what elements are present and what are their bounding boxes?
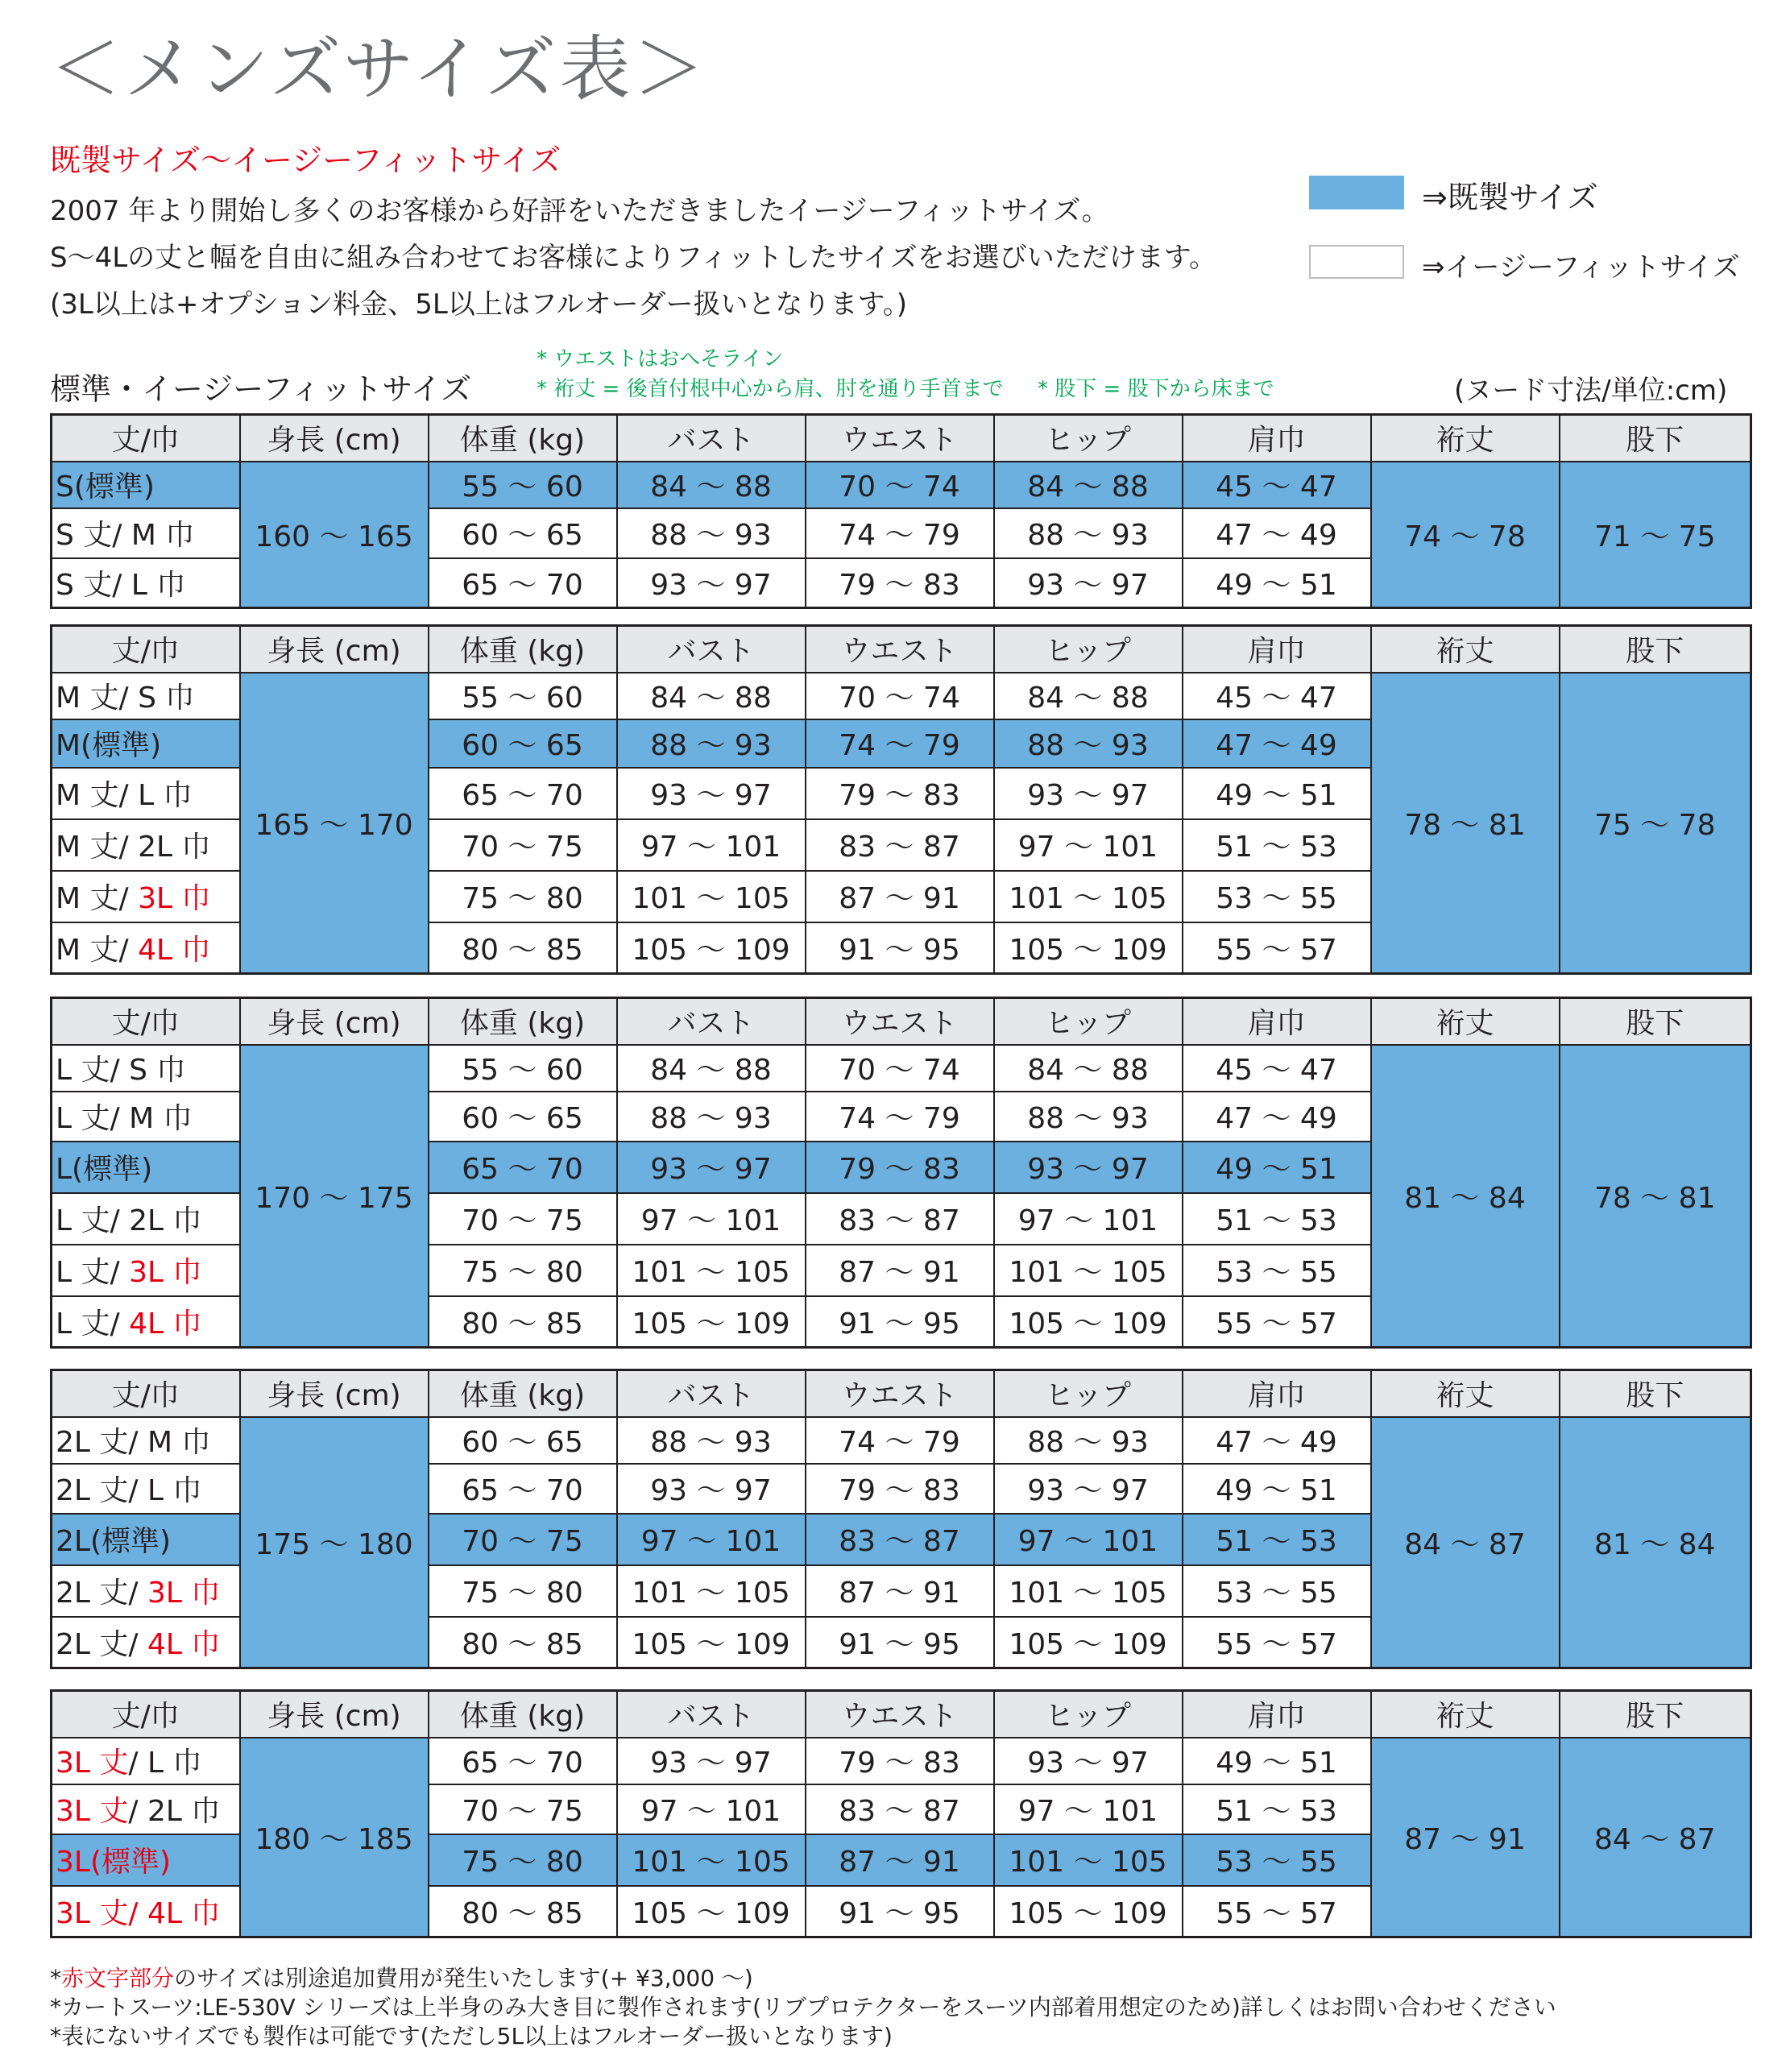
- size-label: L 丈/ 4L 巾: [52, 1296, 240, 1348]
- waist-range: 70 〜 74: [806, 462, 994, 508]
- column-header: 肩巾: [1183, 1691, 1371, 1738]
- weight-range: 75 〜 80: [429, 1245, 617, 1296]
- hip-range: 101 〜 105: [994, 1565, 1183, 1617]
- page-title: ＜メンズサイズ表＞: [50, 27, 708, 110]
- shoulder-range: 51 〜 53: [1183, 1514, 1371, 1565]
- column-header: 肩巾: [1183, 998, 1371, 1045]
- hip-range: 93 〜 97: [994, 1464, 1183, 1514]
- shoulder-range: 53 〜 55: [1183, 1565, 1371, 1617]
- table-header-row: [52, 1691, 1751, 1738]
- weight-range: 80 〜 85: [429, 1617, 617, 1668]
- column-header: バスト: [617, 998, 806, 1045]
- waist-range: 87 〜 91: [806, 1245, 994, 1296]
- column-header: 股下: [1560, 998, 1751, 1045]
- hip-range: 97 〜 101: [994, 1784, 1183, 1834]
- table-row: [52, 462, 1751, 508]
- size-label: S 丈/ M 巾: [52, 508, 240, 558]
- shoulder-range: 53 〜 55: [1183, 1834, 1371, 1886]
- sleeve-range: 74 〜 78: [1371, 462, 1560, 608]
- shoulder-range: 53 〜 55: [1183, 871, 1371, 922]
- column-header: 裄丈: [1371, 1691, 1560, 1738]
- hip-range: 105 〜 109: [994, 922, 1183, 974]
- weight-range: 55 〜 60: [429, 673, 617, 719]
- hip-range: 93 〜 97: [994, 1142, 1183, 1193]
- size-label: L(標準): [52, 1142, 240, 1193]
- bust-range: 101 〜 105: [617, 871, 806, 922]
- weight-range: 75 〜 80: [429, 871, 617, 922]
- column-header: 丈/巾: [52, 415, 240, 462]
- waist-range: 83 〜 87: [806, 1784, 994, 1834]
- weight-range: 70 〜 75: [429, 1193, 617, 1245]
- bust-range: 105 〜 109: [617, 1886, 806, 1937]
- shoulder-range: 47 〜 49: [1183, 1092, 1371, 1142]
- bust-range: 88 〜 93: [617, 508, 806, 558]
- column-header: 股下: [1560, 626, 1751, 673]
- weight-range: 55 〜 60: [429, 462, 617, 508]
- shoulder-range: 55 〜 57: [1183, 1617, 1371, 1668]
- hip-range: 88 〜 93: [994, 1417, 1183, 1464]
- hip-range: 97 〜 101: [994, 1193, 1183, 1245]
- size-table: [50, 413, 1752, 609]
- shoulder-range: 47 〜 49: [1183, 508, 1371, 558]
- column-header: バスト: [617, 626, 806, 673]
- column-header: ウエスト: [806, 415, 994, 462]
- weight-range: 65 〜 70: [429, 768, 617, 819]
- column-header: ヒップ: [994, 415, 1183, 462]
- column-header: 体重 (kg): [429, 1691, 617, 1738]
- size-label: L 丈/ 3L 巾: [52, 1245, 240, 1296]
- column-header: 身長 (cm): [240, 1691, 429, 1738]
- size-label: S(標準): [52, 462, 240, 508]
- hip-range: 84 〜 88: [994, 1045, 1183, 1092]
- shoulder-range: 55 〜 57: [1183, 1886, 1371, 1937]
- waist-range: 91 〜 95: [806, 922, 994, 974]
- height-range: 160 〜 165: [240, 462, 429, 608]
- sleeve-range: 84 〜 87: [1371, 1417, 1560, 1668]
- bust-range: 97 〜 101: [617, 819, 806, 871]
- column-header: 股下: [1560, 415, 1751, 462]
- waist-range: 74 〜 79: [806, 719, 994, 768]
- size-label: M 丈/ 3L 巾: [52, 871, 240, 922]
- note-waist: * ウエストはおへそライン: [537, 347, 784, 371]
- waist-range: 83 〜 87: [806, 1514, 994, 1565]
- size-label: 2L(標準): [52, 1514, 240, 1565]
- table-header-row: [52, 1370, 1751, 1417]
- size-label: M(標準): [52, 719, 240, 768]
- column-header: 体重 (kg): [429, 1370, 617, 1417]
- shoulder-range: 53 〜 55: [1183, 1245, 1371, 1296]
- column-header: ウエスト: [806, 998, 994, 1045]
- waist-range: 70 〜 74: [806, 1045, 994, 1092]
- weight-range: 65 〜 70: [429, 558, 617, 608]
- waist-range: 83 〜 87: [806, 819, 994, 871]
- column-header: バスト: [617, 1691, 806, 1738]
- inseam-range: 84 〜 87: [1560, 1738, 1751, 1937]
- bust-range: 93 〜 97: [617, 558, 806, 608]
- bust-range: 97 〜 101: [617, 1784, 806, 1834]
- weight-range: 65 〜 70: [429, 1464, 617, 1514]
- height-range: 165 〜 170: [240, 673, 429, 974]
- column-header: 裄丈: [1371, 998, 1560, 1045]
- hip-range: 84 〜 88: [994, 462, 1183, 508]
- size-table: [50, 1369, 1752, 1669]
- size-label: 2L 丈/ 4L 巾: [52, 1617, 240, 1668]
- column-header: 丈/巾: [52, 626, 240, 673]
- waist-range: 91 〜 95: [806, 1617, 994, 1668]
- waist-range: 87 〜 91: [806, 1834, 994, 1886]
- bust-range: 97 〜 101: [617, 1193, 806, 1245]
- waist-range: 79 〜 83: [806, 1464, 994, 1514]
- size-label: S 丈/ L 巾: [52, 558, 240, 608]
- bust-range: 105 〜 109: [617, 922, 806, 974]
- size-label: M 丈/ 2L 巾: [52, 819, 240, 871]
- shoulder-range: 49 〜 51: [1183, 558, 1371, 608]
- weight-range: 70 〜 75: [429, 819, 617, 871]
- bust-range: 101 〜 105: [617, 1565, 806, 1617]
- size-label: M 丈/ L 巾: [52, 768, 240, 819]
- waist-range: 79 〜 83: [806, 1738, 994, 1784]
- hip-range: 101 〜 105: [994, 1834, 1183, 1886]
- table-header-row: [52, 415, 1751, 462]
- waist-range: 70 〜 74: [806, 673, 994, 719]
- weight-range: 65 〜 70: [429, 1738, 617, 1784]
- inseam-range: 75 〜 78: [1560, 673, 1751, 974]
- table-row: [52, 1045, 1751, 1092]
- hip-range: 97 〜 101: [994, 819, 1183, 871]
- waist-range: 79 〜 83: [806, 558, 994, 608]
- column-header: ヒップ: [994, 1370, 1183, 1417]
- table-row: [52, 673, 1751, 719]
- weight-range: 80 〜 85: [429, 1886, 617, 1937]
- footnote-3: *表にないサイズでも製作は可能です(ただし5L以上はフルオーダー扱いとなります): [50, 2023, 893, 2049]
- bust-range: 88 〜 93: [617, 719, 806, 768]
- size-label: L 丈/ 2L 巾: [52, 1193, 240, 1245]
- hip-range: 93 〜 97: [994, 1738, 1183, 1784]
- column-header: 股下: [1560, 1691, 1751, 1738]
- column-header: ウエスト: [806, 1691, 994, 1738]
- shoulder-range: 51 〜 53: [1183, 819, 1371, 871]
- column-header: ウエスト: [806, 626, 994, 673]
- bust-range: 93 〜 97: [617, 768, 806, 819]
- hip-range: 101 〜 105: [994, 1245, 1183, 1296]
- column-header: 身長 (cm): [240, 626, 429, 673]
- shoulder-range: 47 〜 49: [1183, 719, 1371, 768]
- size-table: [50, 624, 1752, 975]
- shoulder-range: 49 〜 51: [1183, 1738, 1371, 1784]
- intro-heading: 既製サイズ〜イージーフィットサイズ: [50, 143, 561, 178]
- weight-range: 60 〜 65: [429, 719, 617, 768]
- hip-range: 88 〜 93: [994, 1092, 1183, 1142]
- size-label: M 丈/ S 巾: [52, 673, 240, 719]
- note-sleeve: * 裄丈 = 後首付根中心から肩、肘を通り手首まで: [537, 377, 1004, 401]
- column-header: バスト: [617, 415, 806, 462]
- bust-range: 84 〜 88: [617, 1045, 806, 1092]
- bust-range: 93 〜 97: [617, 1464, 806, 1514]
- size-label: 3L 丈/ L 巾: [52, 1738, 240, 1784]
- waist-range: 79 〜 83: [806, 768, 994, 819]
- height-range: 175 〜 180: [240, 1417, 429, 1668]
- shoulder-range: 45 〜 47: [1183, 673, 1371, 719]
- shoulder-range: 51 〜 53: [1183, 1784, 1371, 1834]
- note-inseam: * 股下 = 股下から床まで: [1038, 377, 1274, 401]
- column-header: 身長 (cm): [240, 1370, 429, 1417]
- hip-range: 88 〜 93: [994, 508, 1183, 558]
- column-header: 丈/巾: [52, 1691, 240, 1738]
- column-header: ヒップ: [994, 1691, 1183, 1738]
- size-label: 3L 丈/ 4L 巾: [52, 1886, 240, 1937]
- shoulder-range: 55 〜 57: [1183, 1296, 1371, 1348]
- shoulder-range: 49 〜 51: [1183, 1142, 1371, 1193]
- bust-range: 105 〜 109: [617, 1617, 806, 1668]
- waist-range: 74 〜 79: [806, 1092, 994, 1142]
- hip-range: 93 〜 97: [994, 558, 1183, 608]
- size-label: L 丈/ S 巾: [52, 1045, 240, 1092]
- table-header-row: [52, 998, 1751, 1045]
- legend-easy-fit-label: ⇒イージーフィットサイズ: [1422, 251, 1740, 284]
- bust-range: 88 〜 93: [617, 1417, 806, 1464]
- legend-easy-fit-swatch: [1309, 245, 1404, 279]
- waist-range: 83 〜 87: [806, 1193, 994, 1245]
- bust-range: 101 〜 105: [617, 1834, 806, 1886]
- hip-range: 97 〜 101: [994, 1514, 1183, 1565]
- weight-range: 70 〜 75: [429, 1784, 617, 1834]
- column-header: ヒップ: [994, 998, 1183, 1045]
- shoulder-range: 45 〜 47: [1183, 1045, 1371, 1092]
- weight-range: 80 〜 85: [429, 922, 617, 974]
- hip-range: 105 〜 109: [994, 1617, 1183, 1668]
- column-header: ウエスト: [806, 1370, 994, 1417]
- hip-range: 105 〜 109: [994, 1296, 1183, 1348]
- footnote-1: *赤文字部分のサイズは別途追加費用が発生いたします(+ ¥3,000 〜): [50, 1965, 753, 1991]
- bust-range: 88 〜 93: [617, 1092, 806, 1142]
- hip-range: 105 〜 109: [994, 1886, 1183, 1937]
- weight-range: 55 〜 60: [429, 1045, 617, 1092]
- weight-range: 65 〜 70: [429, 1142, 617, 1193]
- bust-range: 105 〜 109: [617, 1296, 806, 1348]
- weight-range: 60 〜 65: [429, 1092, 617, 1142]
- column-header: 体重 (kg): [429, 626, 617, 673]
- bust-range: 93 〜 97: [617, 1142, 806, 1193]
- legend-ready-made-label: ⇒既製サイズ: [1422, 180, 1598, 215]
- weight-range: 60 〜 65: [429, 508, 617, 558]
- table-row: [52, 1417, 1751, 1464]
- column-header: 身長 (cm): [240, 998, 429, 1045]
- column-header: 丈/巾: [52, 998, 240, 1045]
- footnote-2: *カートスーツ:LE-530V シリーズは上半身のみ大き目に製作されます(リブプロテクターをスーツ内部着用想定のため)詳しくはお問い合わせください: [50, 1994, 1556, 2020]
- column-header: 肩巾: [1183, 415, 1371, 462]
- column-header: 丈/巾: [52, 1370, 240, 1417]
- bust-range: 97 〜 101: [617, 1514, 806, 1565]
- inseam-range: 78 〜 81: [1560, 1045, 1751, 1348]
- shoulder-range: 49 〜 51: [1183, 768, 1371, 819]
- weight-range: 70 〜 75: [429, 1514, 617, 1565]
- sleeve-range: 81 〜 84: [1371, 1045, 1560, 1348]
- hip-range: 84 〜 88: [994, 673, 1183, 719]
- waist-range: 74 〜 79: [806, 508, 994, 558]
- column-header: ヒップ: [994, 626, 1183, 673]
- waist-range: 91 〜 95: [806, 1886, 994, 1937]
- bust-range: 101 〜 105: [617, 1245, 806, 1296]
- size-label: L 丈/ M 巾: [52, 1092, 240, 1142]
- column-header: 裄丈: [1371, 1370, 1560, 1417]
- weight-range: 75 〜 80: [429, 1565, 617, 1617]
- shoulder-range: 55 〜 57: [1183, 922, 1371, 974]
- sleeve-range: 78 〜 81: [1371, 673, 1560, 974]
- inseam-range: 71 〜 75: [1560, 462, 1751, 608]
- size-label: 3L 丈/ 2L 巾: [52, 1784, 240, 1834]
- waist-range: 74 〜 79: [806, 1417, 994, 1464]
- bust-range: 84 〜 88: [617, 462, 806, 508]
- bust-range: 93 〜 97: [617, 1738, 806, 1784]
- size-label: 2L 丈/ 3L 巾: [52, 1565, 240, 1617]
- shoulder-range: 51 〜 53: [1183, 1193, 1371, 1245]
- intro-line: S〜4Lの丈と幅を自由に組み合わせてお客様によりフィットしたサイズをお選びいただけます。: [50, 242, 1216, 274]
- shoulder-range: 49 〜 51: [1183, 1464, 1371, 1514]
- height-range: 180 〜 185: [240, 1738, 429, 1937]
- column-header: 身長 (cm): [240, 415, 429, 462]
- unit-note: (ヌード寸法/単位:cm): [1454, 375, 1728, 407]
- column-header: 肩巾: [1183, 626, 1371, 673]
- bust-range: 84 〜 88: [617, 673, 806, 719]
- legend-ready-made-swatch: [1309, 176, 1404, 209]
- weight-range: 60 〜 65: [429, 1417, 617, 1464]
- waist-range: 87 〜 91: [806, 871, 994, 922]
- column-header: 股下: [1560, 1370, 1751, 1417]
- height-range: 170 〜 175: [240, 1045, 429, 1348]
- shoulder-range: 45 〜 47: [1183, 462, 1371, 508]
- table-header-row: [52, 626, 1751, 673]
- table-row: [52, 1738, 1751, 1784]
- size-label: 2L 丈/ L 巾: [52, 1464, 240, 1514]
- section-title: 標準・イージーフィットサイズ: [50, 371, 472, 407]
- size-label: 2L 丈/ M 巾: [52, 1417, 240, 1464]
- weight-range: 80 〜 85: [429, 1296, 617, 1348]
- column-header: バスト: [617, 1370, 806, 1417]
- shoulder-range: 47 〜 49: [1183, 1417, 1371, 1464]
- weight-range: 75 〜 80: [429, 1834, 617, 1886]
- intro-line: 2007 年より開始し多くのお客様から好評をいただきましたイージーフィットサイズ。: [50, 195, 1109, 227]
- waist-range: 79 〜 83: [806, 1142, 994, 1193]
- hip-range: 101 〜 105: [994, 871, 1183, 922]
- column-header: 体重 (kg): [429, 998, 617, 1045]
- hip-range: 88 〜 93: [994, 719, 1183, 768]
- inseam-range: 81 〜 84: [1560, 1417, 1751, 1668]
- column-header: 裄丈: [1371, 626, 1560, 673]
- column-header: 肩巾: [1183, 1370, 1371, 1417]
- hip-range: 93 〜 97: [994, 768, 1183, 819]
- size-table: [50, 1689, 1752, 1938]
- size-table: [50, 997, 1752, 1349]
- sleeve-range: 87 〜 91: [1371, 1738, 1560, 1937]
- size-label: M 丈/ 4L 巾: [52, 922, 240, 974]
- column-header: 体重 (kg): [429, 415, 617, 462]
- waist-range: 91 〜 95: [806, 1296, 994, 1348]
- size-label: 3L(標準): [52, 1834, 240, 1886]
- waist-range: 87 〜 91: [806, 1565, 994, 1617]
- intro-line: (3L以上は+オプション料金、5L以上はフルオーダー扱いとなります。): [50, 288, 908, 321]
- column-header: 裄丈: [1371, 415, 1560, 462]
